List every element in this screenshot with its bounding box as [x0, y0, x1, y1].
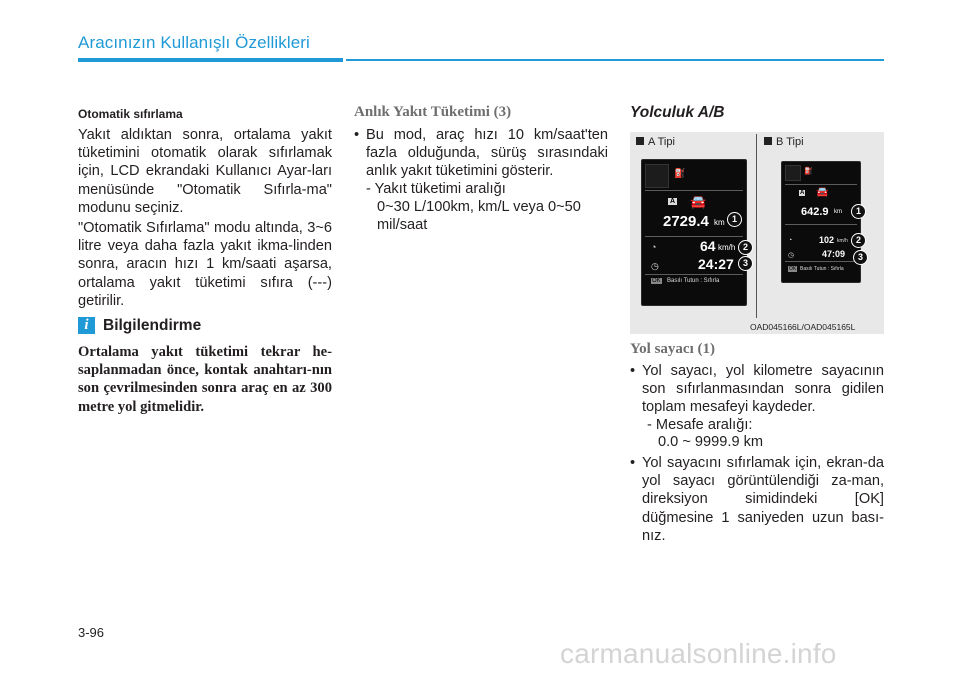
square-bullet-icon: [636, 137, 644, 145]
trip-meter-bullet-2: [630, 454, 884, 545]
ok-badge-a: OK: [652, 278, 661, 284]
header-rule-thin: [346, 59, 884, 61]
instant-fuel-heading: Anlık Yakıt Tüketimi (3): [354, 104, 512, 120]
trip-tile-icon: [785, 165, 801, 181]
section-title: Aracınızın Kullanışlı Özellikleri: [78, 33, 310, 52]
avg-speed-unit-a: km/h: [718, 243, 736, 252]
fuel-range-value: 0~30 L/100km, km/L veya 0~50 mil/saat: [377, 199, 581, 234]
watermark: carmanualsonline.info: [560, 638, 837, 669]
type-b-label: [764, 136, 804, 148]
trip-ab-heading: Yolculuk A/B: [630, 104, 725, 121]
screen-divider: [785, 261, 857, 262]
instant-fuel-bullet-text: Bu mod, araç hızı 10 km/saat'ten fazla olduğunda, sürüş sırasındaki anlık yakıt tüketimini gösterir.: [366, 127, 608, 180]
callout-2-b: 2: [851, 233, 866, 248]
clock-icon: ◷: [788, 252, 795, 259]
speedometer-icon: ◔: [651, 242, 657, 252]
odometer-value-b: 642.9: [801, 206, 829, 218]
elapsed-time-b: 47:09: [822, 249, 846, 259]
callout-1: 1: [727, 212, 742, 227]
ok-badge-b: OK: [789, 266, 797, 272]
trip-meter-bullet-2-text: Yol sayacını sıfırlamak için, ekran-da yol sayacı görüntülendiği za-man, direksiyon simidindeki [OK] düğmesine 1 saniyeden uzun bası-nız.: [642, 455, 884, 544]
odometer-unit-b: km: [834, 209, 842, 215]
callout-3-b: 3: [853, 250, 868, 265]
clock-icon: ◷: [651, 261, 659, 271]
trip-a-badge: A: [670, 198, 676, 205]
square-bullet-icon: [764, 137, 772, 145]
auto-reset-subheading: Otomatik sıfırlama: [78, 107, 183, 121]
speedometer-icon: ◔: [788, 237, 793, 244]
cluster-screen-b: [781, 161, 861, 283]
figure-caption: OAD045166L/OAD045165L: [750, 322, 856, 332]
info-text: Ortalama yakıt tüketimi tekrar he-saplanmadan önce, kontak anahtarı-nın son çevrilmesinden sonra araç en az 300 metre yol gitmelidir.: [78, 344, 332, 415]
page-number: 3-96: [78, 625, 105, 640]
info-icon: i: [78, 317, 95, 334]
header-rule-thick: [78, 58, 343, 62]
bullet-dot: •: [630, 455, 636, 471]
auto-reset-paragraph-1: Yakıt aldıktan sonra, ortalama yakıt tüketimini otomatik olarak sıfırlamak için, LCD ekrandaki Kullanıcı Ayar-ları menüsünde "Otomatik Sıfırla-ma" modunu seçiniz.: [78, 127, 332, 216]
callout-3: 3: [738, 256, 753, 271]
screen-divider: [645, 190, 743, 191]
elapsed-time-a: 24:27: [698, 256, 734, 272]
trip-meter-heading: Yol sayacı (1): [630, 341, 715, 357]
trip-tile-icon: [645, 164, 669, 188]
type-b-label-text: B Tipi: [776, 136, 804, 148]
screen-divider: [785, 224, 857, 225]
trip-meter-bullet-1: [630, 362, 884, 417]
bullet-dot: •: [630, 363, 636, 379]
type-a-label-text: A Tipi: [648, 136, 675, 148]
car-icon: 🚘: [816, 187, 829, 198]
reset-hint-b: Basılı Tutun : Sıfırla: [800, 266, 844, 272]
fuel-range-label: - Yakıt tüketimi aralığı: [366, 181, 506, 197]
callout-2: 2: [738, 240, 753, 255]
trip-a-badge: A: [800, 190, 805, 196]
fuel-pump-icon: ⛽: [674, 168, 686, 178]
figure-divider: [756, 134, 757, 318]
car-icon: 🚘: [690, 194, 707, 209]
odometer-value-a: 2729.4: [663, 213, 709, 230]
info-title: Bilgilendirme: [103, 317, 202, 334]
callout-1-b: 1: [851, 204, 866, 219]
avg-speed-value-a: 64: [700, 238, 716, 254]
fuel-pump-icon: ⛽: [804, 168, 813, 175]
distance-range-value: 0.0 ~ 9999.9 km: [658, 434, 764, 450]
screen-divider: [645, 236, 743, 237]
distance-range-label: - Mesafe aralığı:: [647, 417, 753, 433]
bullet-dot: •: [354, 127, 360, 143]
instant-fuel-bullet: [354, 126, 608, 181]
reset-hint-a: Basılı Tutun : Sıfırla: [667, 278, 720, 284]
avg-speed-value-b: 102: [819, 235, 835, 245]
screen-divider: [785, 184, 857, 185]
auto-reset-paragraph-2: "Otomatik Sıfırlama" modu altında, 3~6 litre veya daha fazla yakıt ikma-linden sonra, aracın hızı 1 km/saati aşarsa, ortalama yakıt tüketimi sıfıra (---) getirilir.: [78, 220, 332, 309]
trip-meter-bullet-1-text: Yol sayacı, yol kilometre sayacının son sıfırlanmasından sonra gidilen toplam mesafeyi kaydeder.: [642, 363, 884, 416]
cluster-screen-a: [641, 159, 747, 306]
screen-divider: [645, 274, 743, 275]
type-a-label: [636, 136, 675, 148]
avg-speed-unit-b: km/h: [837, 238, 848, 244]
odometer-unit-a: km: [714, 218, 725, 227]
